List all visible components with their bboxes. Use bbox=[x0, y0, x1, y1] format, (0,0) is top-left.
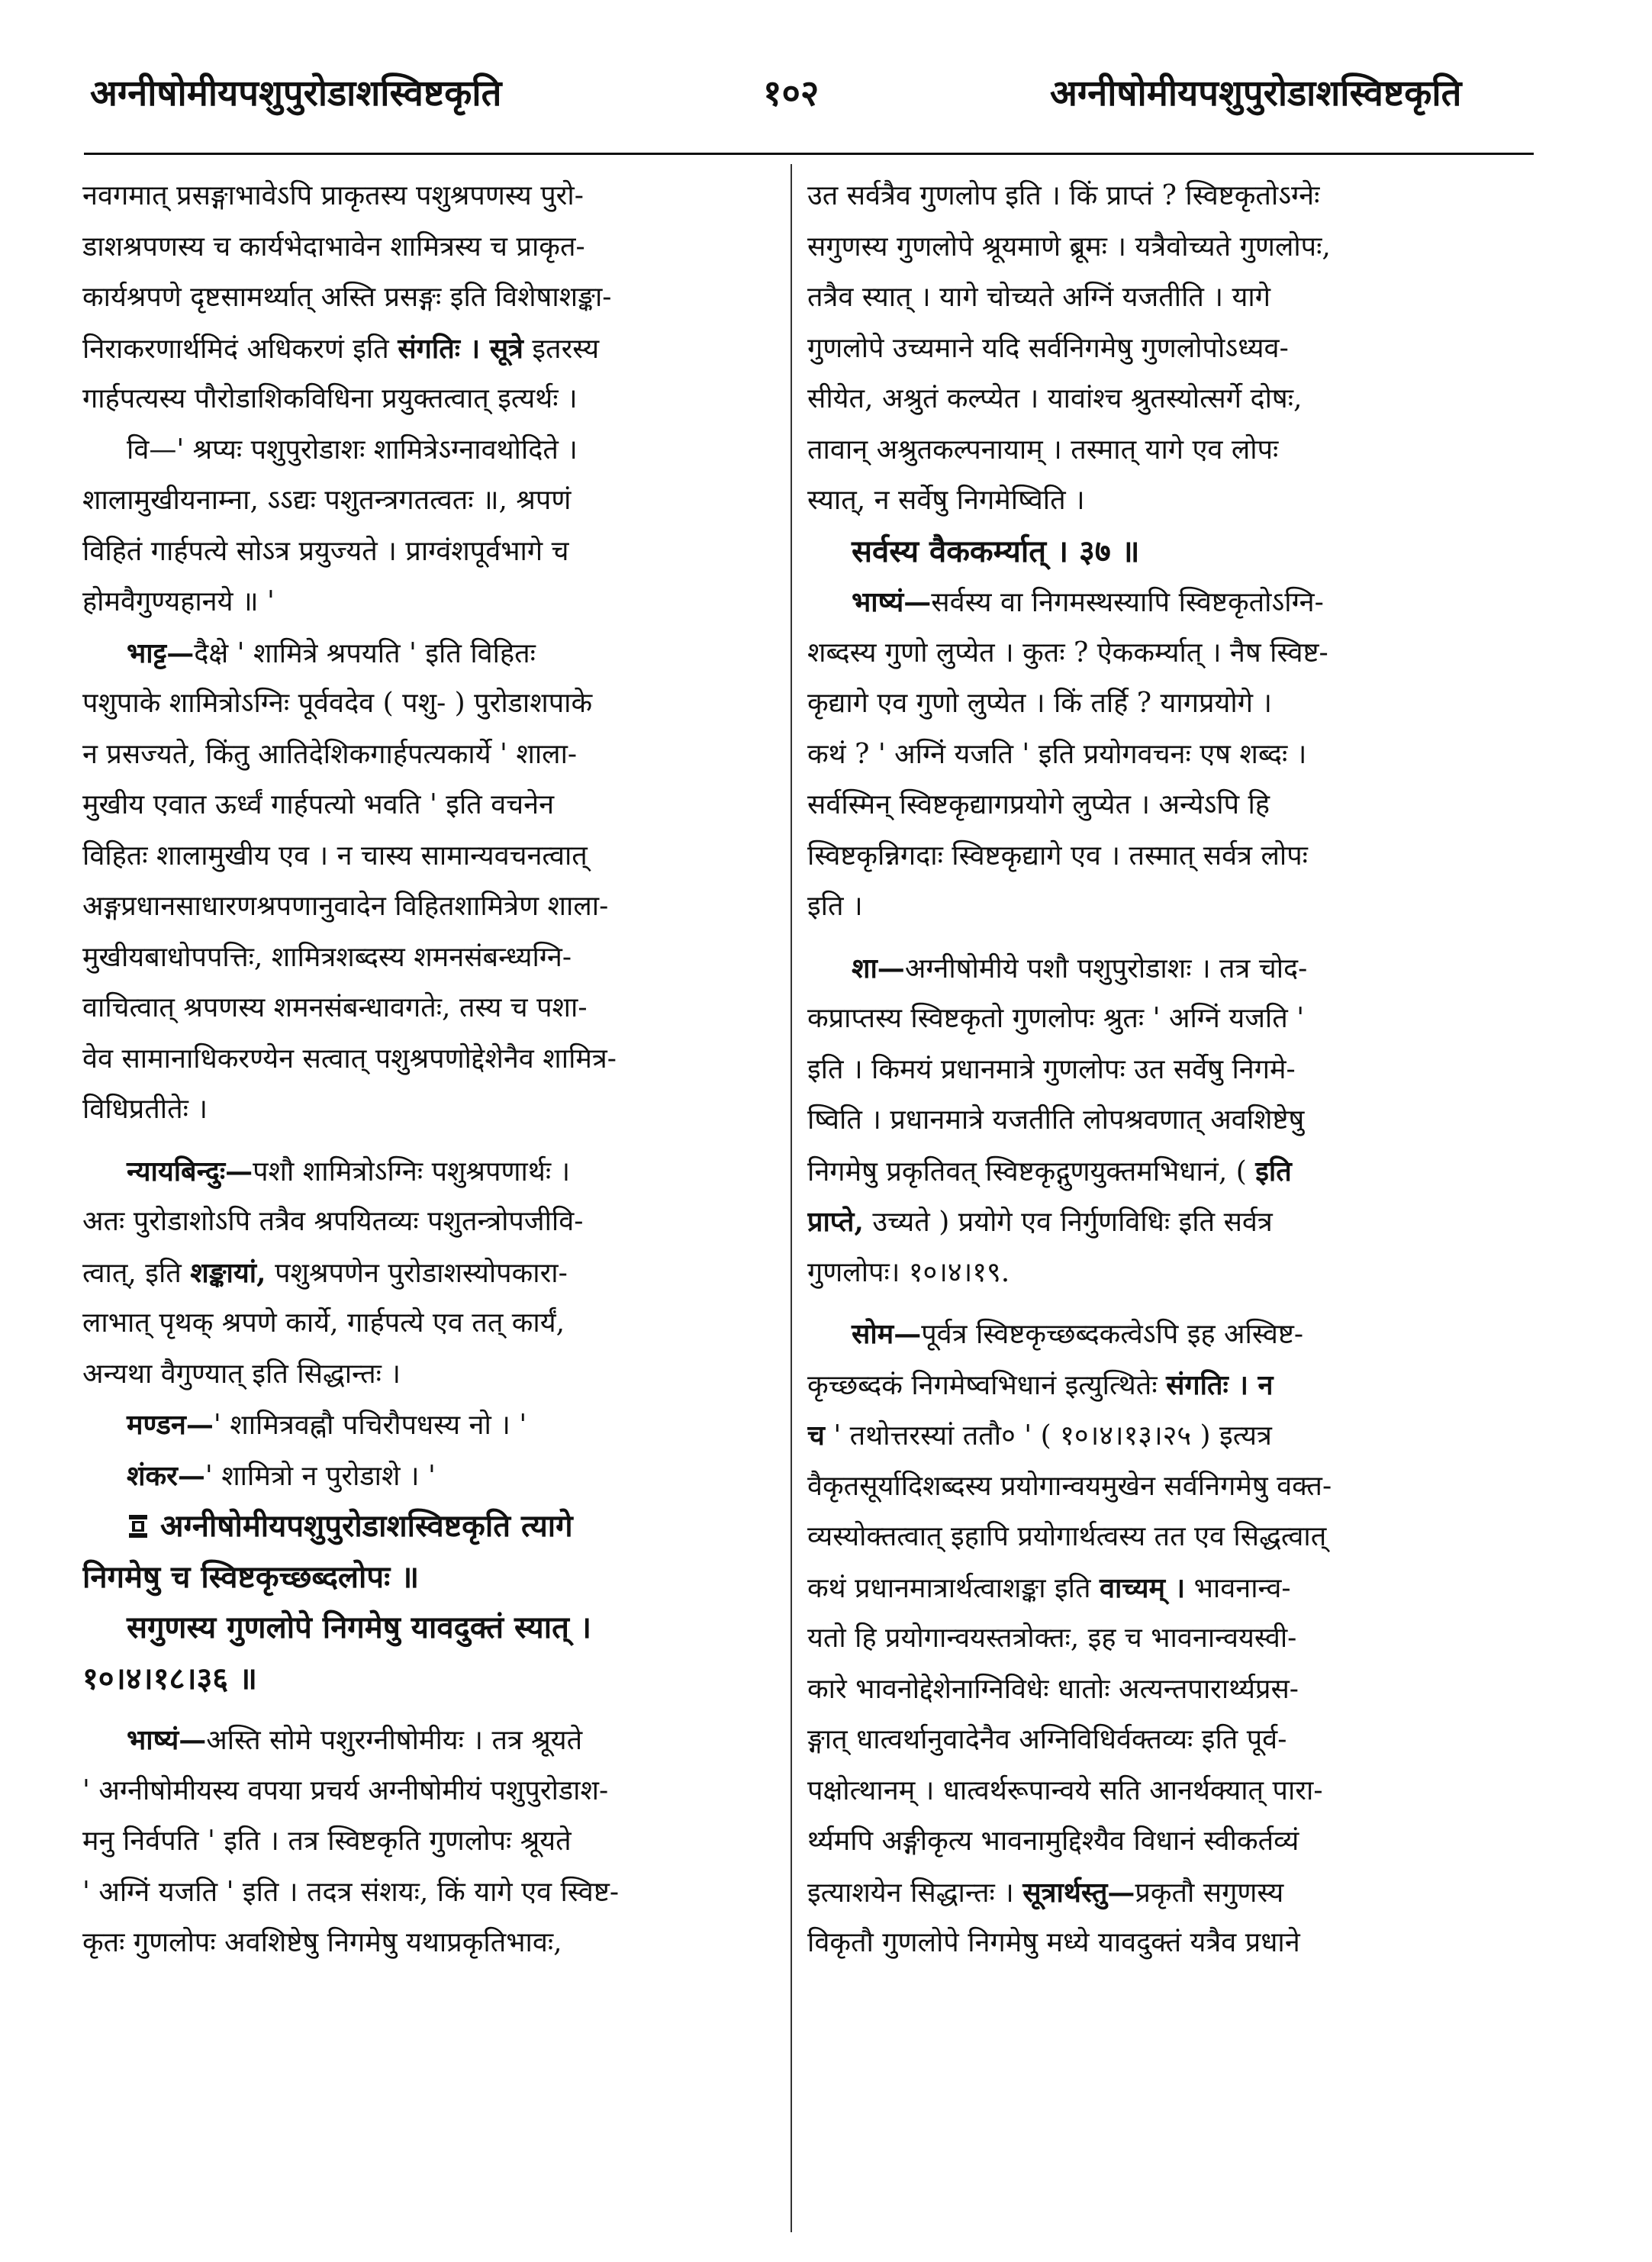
commentary-mandana bbox=[82, 1400, 762, 1451]
text-span: सर्वस्य वा निगमस्थस्यापि स्विष्टकृतोऽग्नि- bbox=[931, 587, 1324, 618]
running-header-left: अग्नीषोमीयपशुपुरोडाशस्विष्टकृति bbox=[90, 72, 502, 114]
text-line bbox=[807, 1410, 1486, 1461]
text-span: कथं प्रधानमात्रार्थत्वाशङ्का इति bbox=[807, 1572, 1091, 1604]
text-line: वेव सामानाधिकरण्येन सत्वात् पशुश्रपणोद्देशेनैव शामित्र- bbox=[82, 1042, 617, 1075]
commentary-label: भाष्यं— bbox=[852, 586, 932, 618]
emphasis-vacyam: वाच्यम् । bbox=[1099, 1571, 1186, 1604]
page-number: १०२ bbox=[763, 72, 820, 114]
text-line: सीयेत, अश्रुतं कल्प्येत । यावांश्च श्रुतस्योत्सर्गे दोषः, bbox=[807, 383, 1303, 414]
text-line bbox=[807, 1867, 1486, 1919]
commentary-label: भाट्ट— bbox=[127, 636, 195, 669]
emphasis-shanka: शङ्कायां, bbox=[190, 1256, 266, 1289]
text-line: अन्यथा वैगुण्यात् इति सिद्धान्तः । bbox=[82, 1358, 401, 1390]
text-span: इतरस्य bbox=[532, 333, 600, 365]
commentary-bhatta bbox=[82, 628, 762, 679]
text-line: ष्विति । प्रधानमात्रे यजतीति लोपश्रवणात् अवशिष्टेषु bbox=[807, 1104, 1305, 1136]
text-line: स्यात्, न सर्वेषु निगमेष्विति । bbox=[807, 485, 1085, 516]
text-line: शालामुखीयनाम्ना, ऽऽद्यः पशुतन्त्रगतत्वतः ॥, श्रपणं bbox=[82, 485, 572, 516]
text-line: ' अग्नीषोमीयस्य वपया प्रचर्य अग्नीषोमीयं पशुपुरोडाश- bbox=[82, 1774, 609, 1806]
emphasis-prapte: प्राप्ते, bbox=[807, 1206, 864, 1238]
text-line bbox=[807, 1197, 1486, 1248]
emphasis-iti: इति bbox=[1255, 1155, 1292, 1187]
text-line: कथं ? ' अग्निं यजति ' इति प्रयोगवचनः एष शब्दः । bbox=[807, 738, 1307, 770]
text-line: ' अग्निं यजति ' इति । तदत्र संशयः, किं यागे एव स्विष्ट- bbox=[82, 1876, 620, 1908]
commentary-label: मण्डन— bbox=[127, 1409, 214, 1441]
text-line: गुणलोपः। १०।४।१९. bbox=[807, 1256, 1010, 1288]
commentary-label: सोम— bbox=[852, 1318, 922, 1350]
text-line: मुखीयबाधोपपत्तिः, शामित्रशब्दस्य शमनसंबन्ध्यग्नि- bbox=[82, 941, 572, 973]
text-line: स्विष्टकृन्निगदाः स्विष्टकृद्यागे एव । तस्मात् सर्वत्र लोपः bbox=[807, 839, 1308, 872]
text-line: इति । किमयं प्रधानमात्रे गुणलोपः उत सर्वेषु निगमे- bbox=[807, 1053, 1296, 1085]
text-line: अङ्गप्रधानसाधारणश्रपणानुवादेन विहितशामित्रेण शाला- bbox=[82, 891, 609, 922]
text-line: गार्हपत्यस्य पौरोडाशिकविधिना प्रयुक्तत्वात् इत्यर्थः । bbox=[82, 383, 578, 414]
text-line bbox=[807, 1360, 1486, 1411]
text-line bbox=[82, 324, 762, 375]
column-divider bbox=[791, 164, 792, 2232]
section-emblem-icon bbox=[127, 1513, 150, 1541]
text-line: वाचित्वात् श्रपणस्य शमनसंबन्धावगतेः, तस्य च पशा- bbox=[82, 992, 588, 1023]
text-span: भावनान्व- bbox=[1193, 1572, 1291, 1604]
sutra-text: सगुणस्य गुणलोपे निगमेषु यावदुक्तं स्यात् । bbox=[127, 1610, 591, 1645]
text-line: उत सर्वत्रैव गुणलोप इति । किं प्राप्तं ? स्विष्टकृतोऽग्नेः bbox=[807, 180, 1320, 211]
text-line: कार्यश्रपणे दृष्टसामर्थ्यात् अस्ति प्रसङ्गः इति विशेषाशङ्का- bbox=[82, 282, 612, 313]
text-line: न प्रसज्यते, किंतु आतिदेशिकगार्हपत्यकार्ये ' शाला- bbox=[82, 738, 578, 770]
text-line: तत्रैव स्यात् । यागे चोच्यते अग्निं यजतीति । यागे bbox=[807, 282, 1270, 313]
right-column bbox=[807, 171, 1486, 1969]
commentary-soma bbox=[807, 1309, 1486, 1360]
text-line: लाभात् पृथक् श्रपणे कार्ये, गार्हपत्ये एव तत् कार्यं, bbox=[82, 1307, 565, 1339]
text-line: कृद्यागे एव गुणो लुप्येत । किं तर्हि ? यागप्रयोगे । bbox=[807, 688, 1273, 719]
text-line bbox=[807, 1146, 1486, 1197]
adhikarana-title bbox=[82, 1501, 762, 1552]
adhikarana-title-cont: निगमेषु च स्विष्टकृच्छब्दलोपः ॥ bbox=[82, 1558, 420, 1595]
commentary-label: न्यायबिन्दुः— bbox=[127, 1155, 253, 1187]
text-span: ' तथोत्तरस्यां ततौ० ' ( १०।४।१३।२५ ) इत्यत्र bbox=[833, 1420, 1272, 1452]
running-header-right: अग्नीषोमीयपशुपुरोडाशस्विष्टकृति bbox=[1050, 72, 1462, 114]
text-line: गुणलोपे उच्यमाने यदि सर्वनिगमेषु गुणलोपोऽध्यव- bbox=[807, 332, 1289, 364]
emphasis-ca: च bbox=[807, 1419, 825, 1452]
text-line: व्यस्योक्तत्वात् इहापि प्रयोगार्थत्वस्य तत एव सिद्धत्वात् bbox=[807, 1521, 1327, 1552]
text-line: विहितः शालामुखीय एव । न चास्य सामान्यवचनत्वात् bbox=[82, 839, 588, 872]
text-span: अस्ति सोमे पशुरग्नीषोमीयः । तत्र श्रूयते bbox=[206, 1725, 583, 1756]
text-line bbox=[807, 1563, 1486, 1614]
text-line: डाशश्रपणस्य च कार्यभेदाभावेन शामित्रस्य च प्राकृत- bbox=[82, 230, 585, 263]
emphasis-sutrartha: सूत्रार्थस्तु— bbox=[1022, 1876, 1135, 1909]
text-line: कारे भावनोद्देशेनाग्निविधेः धातोः अत्यन्तपारार्थ्यप्रस- bbox=[807, 1673, 1299, 1705]
text-line: होमवैगुण्यहानये ॥ ' bbox=[82, 586, 275, 617]
commentary-shastradipika bbox=[807, 943, 1486, 994]
text-span: कृच्छब्दकं निगमेष्वभिधानं इत्युत्थितेः bbox=[807, 1369, 1158, 1401]
commentary-label: शंकर— bbox=[127, 1459, 205, 1492]
text-line: यतो हि प्रयोगान्वयस्तत्रोक्तः, इह च भावनान्वयस्वी- bbox=[807, 1622, 1297, 1654]
text-span: ' शामित्रो न पुरोडाशे । ' bbox=[204, 1460, 436, 1492]
text-line: विहितं गार्हपत्ये सोऽत्र प्रयुज्यते । प्राग्वंशपूर्वभागे च bbox=[82, 535, 569, 567]
text-span: ' शामित्रवह्नौ पचिरौपधस्य नो । ' bbox=[213, 1410, 527, 1441]
text-line: ङ्गात् धात्वर्थानुवादेनैव अग्निविधिर्वक्तव्यः इति पूर्व- bbox=[807, 1724, 1287, 1755]
adhikarana-title-text: अग्नीषोमीयपशुपुरोडाशस्विष्टकृति त्यागे bbox=[160, 1508, 573, 1544]
left-column bbox=[82, 171, 762, 1969]
sutra-text: सर्वस्य वैककर्म्यात् । ३७ ॥ bbox=[852, 533, 1140, 569]
text-line: विकृतौ गुणलोपे निगमेषु मध्ये यावदुक्तं यत्रैव प्रधाने bbox=[807, 1927, 1300, 1958]
commentary-label: शा— bbox=[852, 952, 905, 984]
text-span: निगमेषु प्रकृतिवत् स्विष्टकृद्गुणयुक्तमभिधानं, ( bbox=[807, 1155, 1247, 1187]
text-line: मनु निर्वपति ' इति । तत्र स्विष्टकृति गुणलोपः श्रूयते bbox=[82, 1825, 572, 1857]
text-span: इत्याशयेन सिद्धान्तः । bbox=[807, 1877, 1014, 1909]
text-line: सर्वस्मिन् स्विष्टकृद्यागप्रयोगे लुप्येत । अन्येऽपि हि bbox=[807, 789, 1270, 820]
text-span: दैक्षे ' शामित्रे श्रपयति ' इति विहितः bbox=[194, 637, 536, 669]
text-line bbox=[82, 1248, 762, 1299]
text-span: उच्यते ) प्रयोगे एव निर्गुणविधिः इति सर्वत्र bbox=[872, 1207, 1273, 1238]
commentary-shankara bbox=[82, 1451, 762, 1502]
commentary-bhashya bbox=[807, 577, 1486, 628]
emphasis-sangati: संगतिः । सूत्रे bbox=[398, 332, 523, 365]
text-span: पशौ शामित्रोऽग्निः पशुश्रपणार्थः । bbox=[253, 1155, 571, 1187]
text-span: पशुश्रपणेन पुरोडाशस्योपकारा- bbox=[275, 1257, 568, 1289]
emphasis-sangati: संगतिः । न bbox=[1166, 1368, 1274, 1401]
commentary-bhashya bbox=[82, 1715, 762, 1766]
text-line: नवगमात् प्रसङ्गाभावेऽपि प्राकृतस्य पशुश्रपणस्य पुरो- bbox=[82, 180, 584, 211]
text-line: इति । bbox=[807, 891, 863, 922]
text-line: अतः पुरोडाशोऽपि तत्रैव श्रपयितव्यः पशुतन्त्रोपजीवि- bbox=[82, 1206, 584, 1237]
text-line: विधिप्रतीतेः । bbox=[82, 1094, 208, 1125]
sutra-number: १०।४।१८।३६ ॥ bbox=[82, 1660, 257, 1696]
commentary-nyayabindu bbox=[82, 1146, 762, 1197]
text-line: मुखीय एवात ऊर्ध्वं गार्हपत्यो भवति ' इति वचनेन bbox=[82, 789, 555, 820]
text-line: र्थ्यमपि अङ्गीकृत्य भावनामुद्दिश्यैव विधानं स्वीकर्तव्यं bbox=[807, 1825, 1299, 1857]
commentary-vi: वि—' श्रप्यः पशुपुरोडाशः शामित्रेऽग्नावथोदिते । bbox=[127, 433, 578, 466]
text-line: पक्षोत्थानम् । धात्वर्थरूपान्वये सति आनर्थक्यात् पारा- bbox=[807, 1774, 1323, 1806]
text-span: त्वात्, इति bbox=[82, 1257, 182, 1289]
commentary-label: भाष्यं— bbox=[127, 1724, 207, 1756]
text-span: प्रकृतौ सगुणस्य bbox=[1135, 1877, 1284, 1909]
text-line: वैकृतसूर्यादिशब्दस्य प्रयोगान्वयमुखेन सर्वनिगमेषु वक्त- bbox=[807, 1470, 1332, 1502]
header-rule bbox=[84, 153, 1534, 155]
text-line: सगुणस्य गुणलोपे श्रूयमाणे ब्रूमः । यत्रैवोच्यते गुणलोपः, bbox=[807, 230, 1331, 263]
text-span: पूर्वत्र स्विष्टकृच्छब्दकत्वेऽपि इह अस्विष्ट- bbox=[921, 1319, 1304, 1350]
text-line: तावान् अश्रुतकल्पनायाम् । तस्मात् यागे एव लोपः bbox=[807, 433, 1279, 466]
text-span: अग्नीषोमीये पशौ पशुपुरोडाशः । तत्र चोद- bbox=[904, 952, 1308, 984]
text-line: कृतः गुणलोपः अवशिष्टेषु निगमेषु यथाप्रकृतिभावः, bbox=[82, 1927, 562, 1958]
text-line: शब्दस्य गुणो लुप्येत । कुतः ? ऐककर्म्यात् । नैष स्विष्ट- bbox=[807, 636, 1328, 669]
text-line: पशुपाके शामित्रोऽग्निः पूर्ववदेव ( पशु- ) पुरोडाशपाके bbox=[82, 688, 593, 719]
text-line: कप्राप्तस्य स्विष्टकृतो गुणलोपः श्रुतः ' अग्निं यजति ' bbox=[807, 1003, 1305, 1034]
text-span: निराकरणार्थमिदं अधिकरणं इति bbox=[82, 333, 389, 365]
